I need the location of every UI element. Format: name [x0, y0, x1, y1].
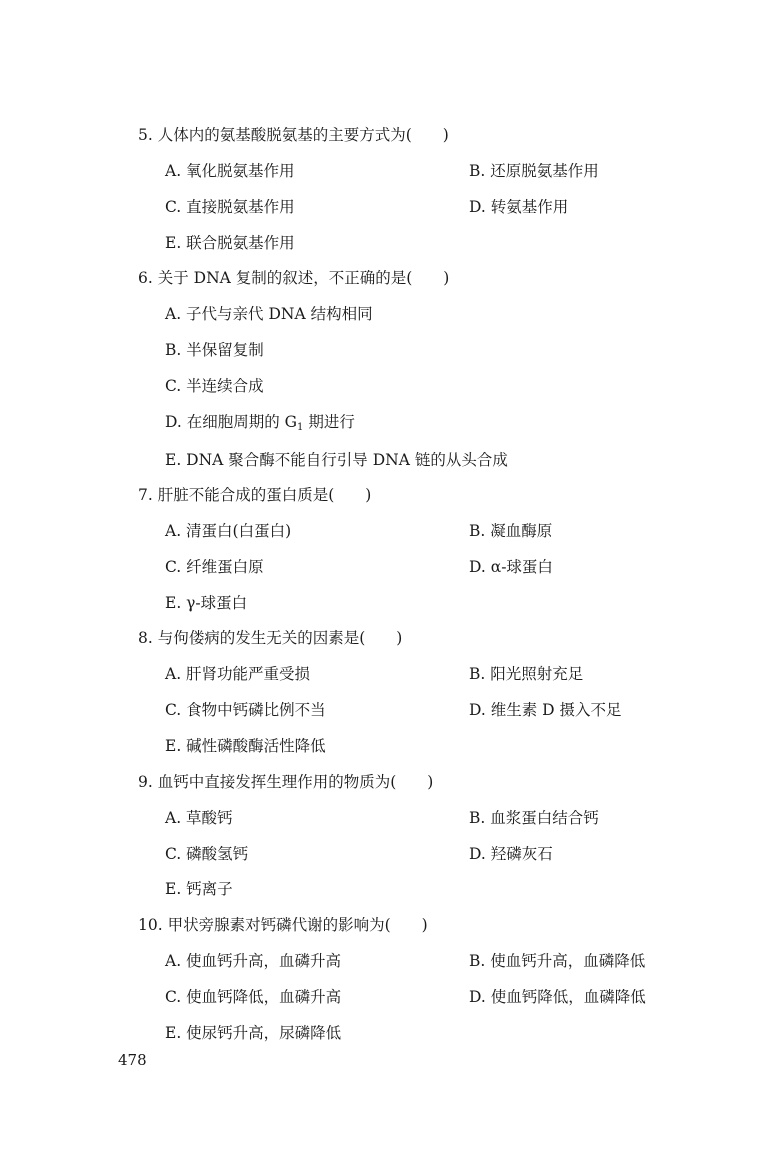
question-6-option-b: B. 半保留复制 — [165, 341, 264, 359]
question-6-option-a: A. 子代与亲代 DNA 结构相同 — [165, 305, 373, 323]
question-10-option-a: A. 使血钙升高，血磷升高 — [165, 952, 342, 970]
question-5-option-b: B. 还原脱氨基作用 — [469, 162, 599, 180]
question-8-option-e: E. 碱性磷酸酶活性降低 — [165, 737, 326, 755]
question-5-option-e: E. 联合脱氨基作用 — [165, 234, 295, 252]
question-10-option-b: B. 使血钙升高，血磷降低 — [469, 952, 646, 970]
question-7-option-e: E. γ-球蛋白 — [165, 594, 248, 612]
question-7-option-d: D. α-球蛋白 — [469, 558, 553, 576]
question-7-option-b: B. 凝血酶原 — [469, 522, 553, 540]
question-7-option-c: C. 纤维蛋白原 — [165, 558, 264, 576]
question-9-option-a: A. 草酸钙 — [165, 809, 233, 827]
question-6-option-d-text: D. 在细胞周期的 G — [165, 413, 298, 431]
question-8-option-b: B. 阳光照射充足 — [469, 665, 584, 683]
question-9-option-b: B. 血浆蛋白结合钙 — [469, 809, 599, 827]
question-8-option-c: C. 食物中钙磷比例不当 — [165, 701, 326, 719]
question-5-option-a: A. 氧化脱氨基作用 — [165, 162, 295, 180]
question-9-option-e: E. 钙离子 — [165, 880, 233, 898]
question-5-stem: 5. 人体内的氨基酸脱氨基的主要方式为( ) — [138, 126, 449, 144]
question-10-option-e: E. 使尿钙升高，尿磷降低 — [165, 1024, 342, 1042]
question-9-stem: 9. 血钙中直接发挥生理作用的物质为( ) — [138, 773, 434, 791]
question-6-option-d-tail: 期进行 — [303, 413, 355, 431]
question-5-option-c: C. 直接脱氨基作用 — [165, 198, 295, 216]
question-7-option-a: A. 清蛋白(白蛋白) — [165, 522, 292, 540]
question-6-option-d-subscript: 1 — [297, 422, 304, 433]
question-10-option-c: C. 使血钙降低，血磷升高 — [165, 988, 342, 1006]
question-8-stem: 8. 与佝偻病的发生无关的因素是( ) — [138, 629, 403, 647]
question-5-option-d: D. 转氨基作用 — [469, 198, 569, 216]
question-6-option-d — [165, 412, 355, 438]
question-9-option-c: C. 磷酸氢钙 — [165, 845, 249, 863]
question-8-option-d: D. 维生素 D 摄入不足 — [469, 701, 622, 719]
question-6-stem: 6. 关于 DNA 复制的叙述，不正确的是( ) — [138, 269, 450, 287]
question-7-stem: 7. 肝脏不能合成的蛋白质是( ) — [138, 486, 372, 504]
page-number: 478 — [118, 1051, 147, 1069]
question-10-stem: 10. 甲状旁腺素对钙磷代谢的影响为( ) — [138, 916, 428, 934]
question-6-option-e: E. DNA 聚合酶不能自行引导 DNA 链的从头合成 — [165, 451, 508, 469]
question-6-option-c: C. 半连续合成 — [165, 377, 264, 395]
question-8-option-a: A. 肝肾功能严重受损 — [165, 665, 311, 683]
question-9-option-d: D. 羟磷灰石 — [469, 845, 553, 863]
question-10-option-d: D. 使血钙降低，血磷降低 — [469, 988, 646, 1006]
